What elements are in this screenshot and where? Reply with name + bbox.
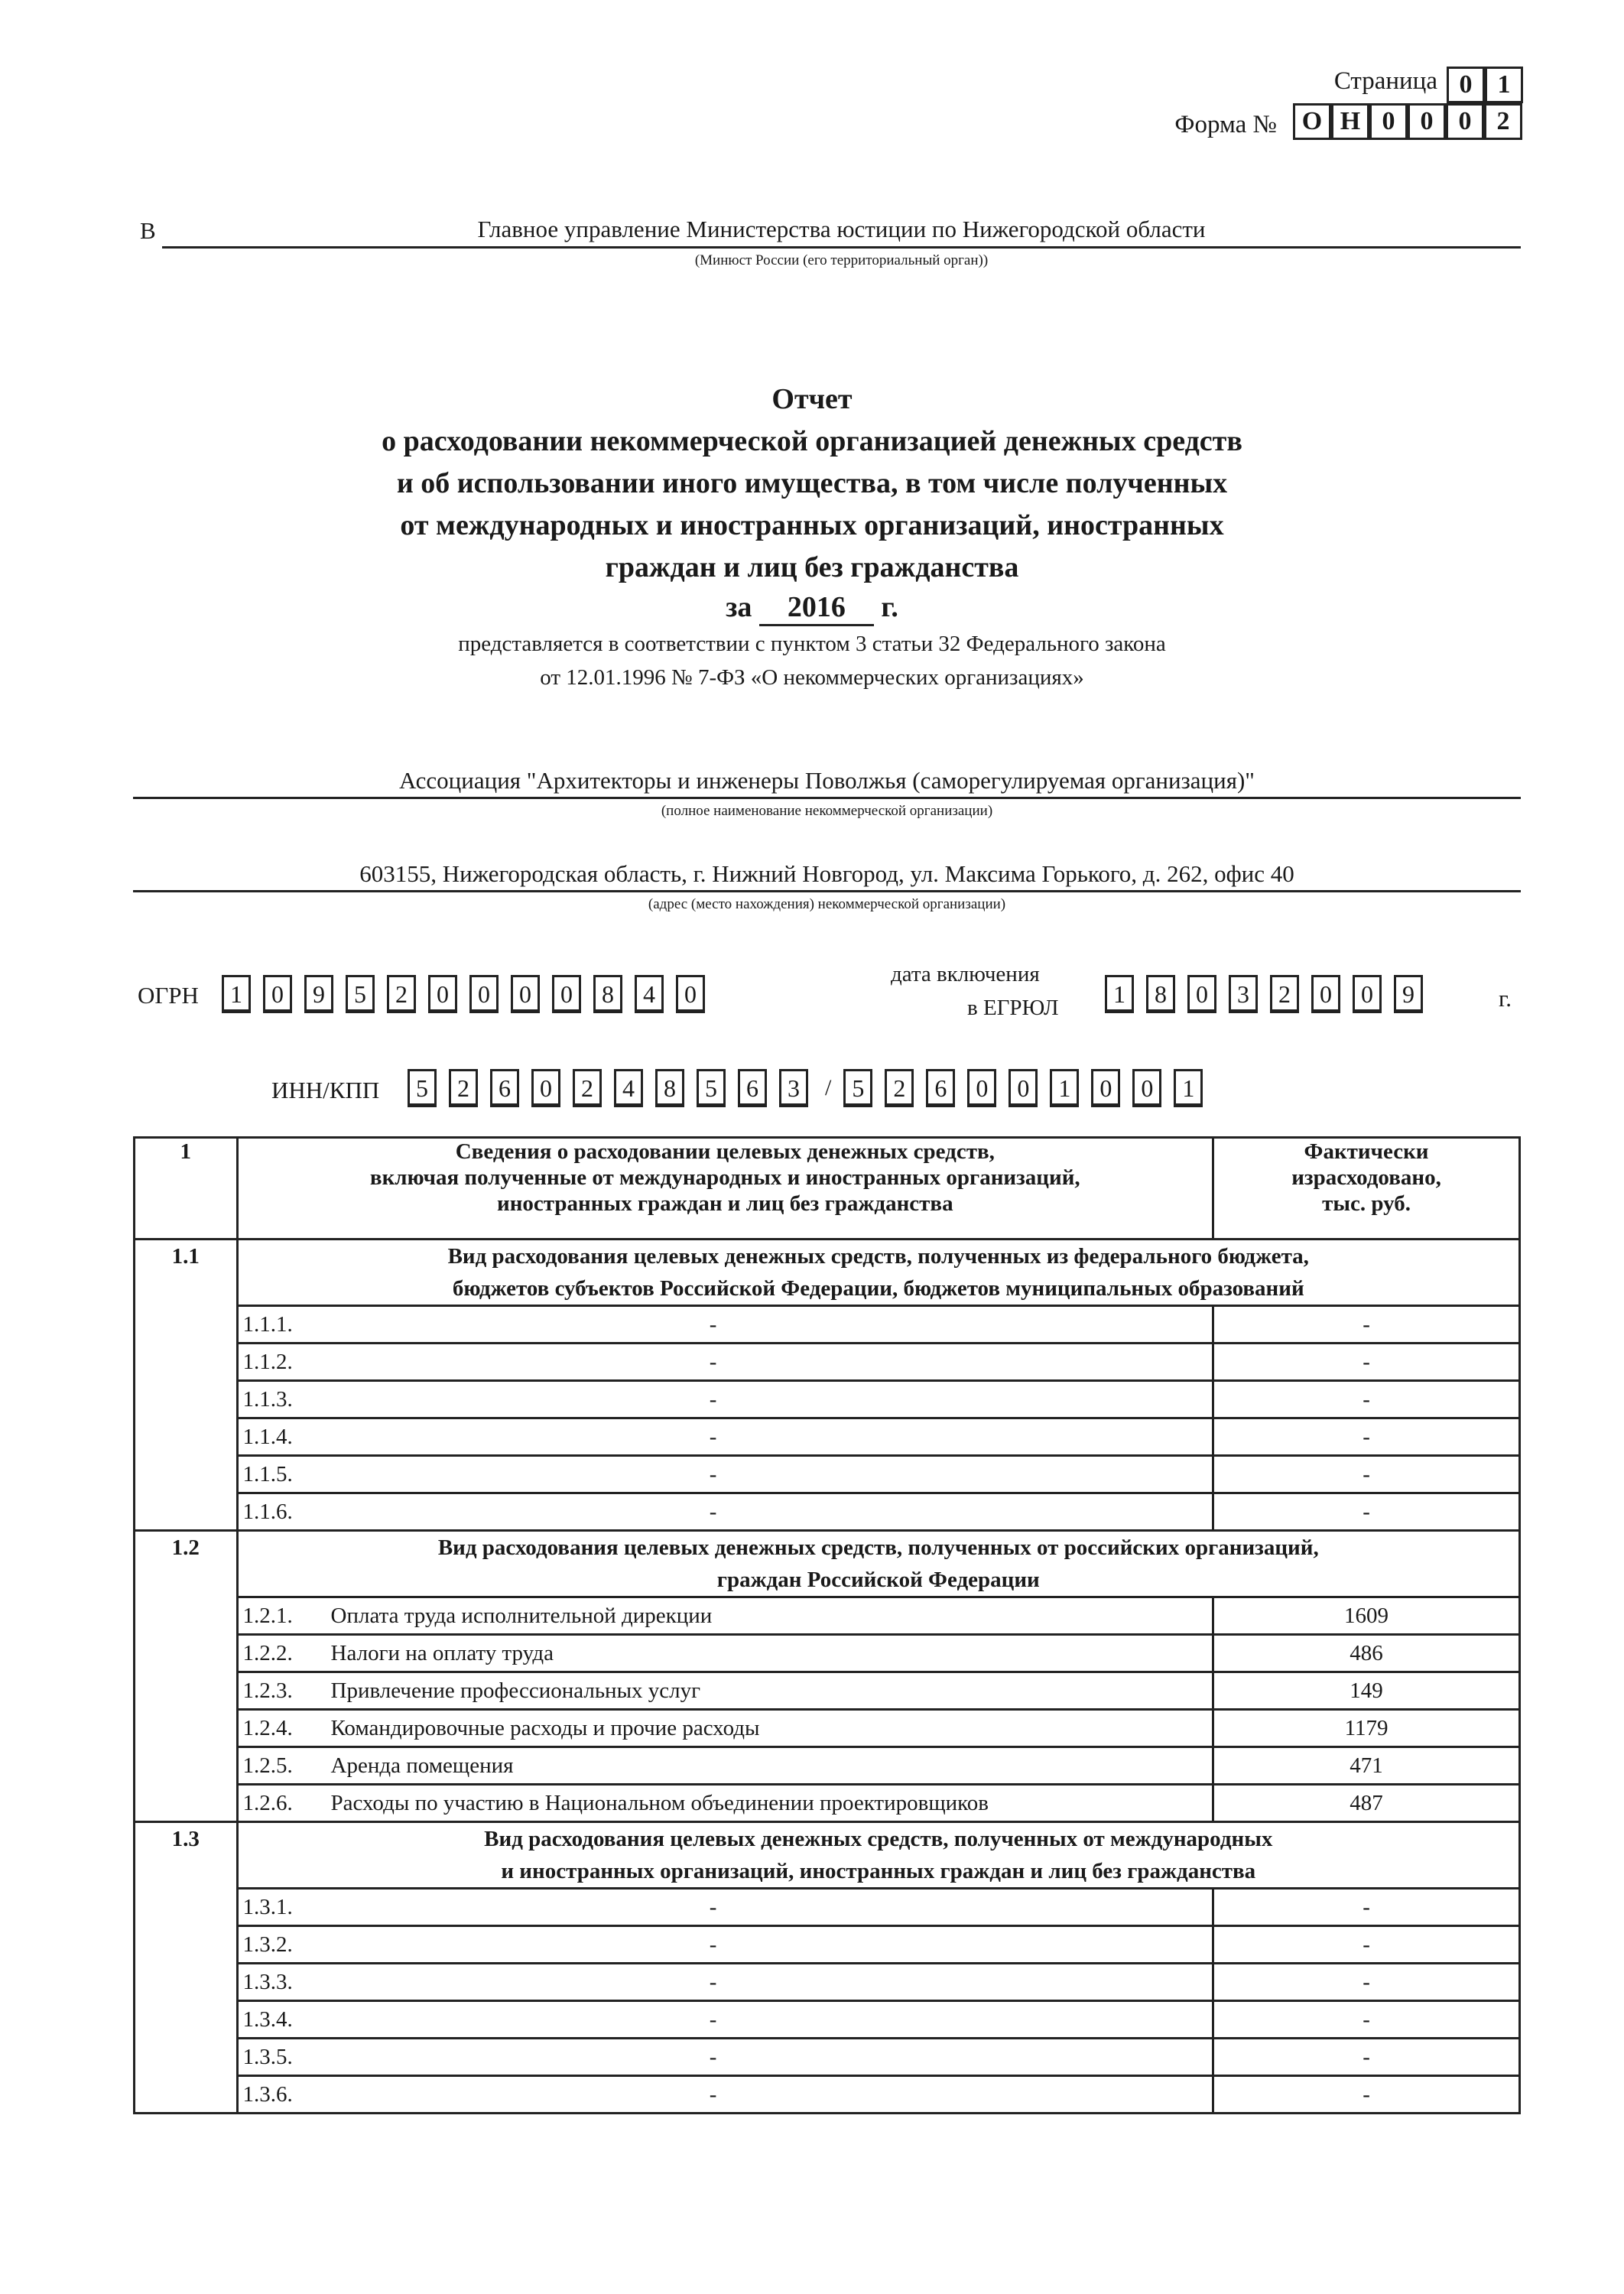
item-desc-cell: [237, 1344, 1213, 1381]
item-desc-cell: [237, 1418, 1213, 1456]
page-number-boxes: [1447, 67, 1523, 103]
item-value: -: [1213, 1344, 1520, 1381]
item-desc-cell: [237, 2001, 1213, 2039]
egrul-date-digit: 8: [1146, 975, 1175, 1013]
item-value: -: [1213, 2039, 1520, 2076]
inn-digit: 4: [614, 1069, 643, 1107]
period-suffix: г.: [881, 591, 898, 623]
egrul-suffix: г.: [1499, 985, 1512, 1012]
ogrn-digit: 4: [635, 975, 664, 1013]
item-number: 1.1.2.: [242, 1350, 293, 1374]
item-desc-cell: [237, 1635, 1213, 1672]
ogrn-boxes: [222, 975, 717, 1013]
item-desc-cell: [237, 1597, 1213, 1635]
inn-digit: 3: [779, 1069, 808, 1107]
table-row: [135, 1456, 1520, 1493]
table-row: [135, 1926, 1520, 1964]
item-desc-cell: [237, 1306, 1213, 1344]
item-value: 471: [1213, 1747, 1520, 1785]
form-digit: 0: [1369, 103, 1408, 140]
divider: [133, 797, 1521, 799]
title-line: от международных и иностранных организаций, иностранных: [400, 509, 1224, 541]
item-desc-cell: [237, 1381, 1213, 1418]
item-value: 149: [1213, 1672, 1520, 1710]
item-number: 1.3.1.: [242, 1895, 293, 1919]
ogrn-digit: 0: [676, 975, 705, 1013]
table-row: [135, 1493, 1520, 1531]
ogrn-label: ОГРН: [138, 982, 199, 1009]
table-row: [135, 2001, 1520, 2039]
kpp-digit: 1: [1174, 1069, 1203, 1107]
item-number: 1.1.1.: [242, 1312, 293, 1337]
table-row: [135, 1306, 1520, 1344]
item-description: -: [709, 2007, 717, 2032]
basis-line: от 12.01.1996 № 7-ФЗ «О некоммерческих организациях»: [540, 665, 1084, 690]
title-line: граждан и лиц без гражданства: [605, 551, 1019, 583]
item-number: 1.2.4.: [242, 1716, 293, 1740]
egrul-date-digit: 3: [1229, 975, 1258, 1013]
section-title: Вид расходования целевых денежных средств, полученных от международных и иностранных организаций, иностранных граждан и лиц без гражданства: [237, 1822, 1519, 1889]
egrul-date-digit: 0: [1311, 975, 1340, 1013]
ogrn-digit: 2: [387, 975, 416, 1013]
ogrn-digit: 5: [346, 975, 375, 1013]
ogrn-digit: 0: [428, 975, 457, 1013]
inn-kpp-label: ИНН/КПП: [271, 1077, 380, 1103]
table-row: [135, 1418, 1520, 1456]
item-number: 1.2.6.: [242, 1791, 293, 1815]
form-digit: 0: [1446, 103, 1484, 140]
egrul-date-digit: 0: [1187, 975, 1216, 1013]
item-value: -: [1213, 1381, 1520, 1418]
item-desc-cell: [237, 1926, 1213, 1964]
table-row: [135, 2076, 1520, 2114]
inn-digit: 2: [573, 1069, 602, 1107]
slash-separator: /: [825, 1075, 832, 1100]
ogrn-digit: 1: [222, 975, 251, 1013]
title-line: о расходовании некоммерческой организацией денежных средств: [382, 425, 1242, 457]
section-number: 1.2: [135, 1531, 238, 1822]
egrul-date-digit: 1: [1105, 975, 1134, 1013]
table-row: [135, 1747, 1520, 1785]
address-caption: (адрес (место нахождения) некоммерческой организации): [648, 896, 1006, 912]
section-row: [135, 1531, 1520, 1597]
item-value: -: [1213, 1964, 1520, 2001]
form-digit: О: [1293, 103, 1331, 140]
report-year: 2016: [759, 590, 874, 626]
item-desc-cell: [237, 2076, 1213, 2114]
recipient: Главное управление Министерства юстиции по Нижегородской области: [477, 216, 1206, 242]
item-desc-cell: [237, 1747, 1213, 1785]
inn-digit: 5: [408, 1069, 437, 1107]
divider: [133, 890, 1521, 892]
table-row: [135, 1710, 1520, 1747]
table-row: [135, 1672, 1520, 1710]
table-row: [135, 1635, 1520, 1672]
item-number: 1.2.2.: [242, 1641, 293, 1665]
item-desc-cell: [237, 1785, 1213, 1822]
report-title: Отчет: [771, 383, 853, 415]
section-row: [135, 1822, 1520, 1889]
form-digit: Н: [1331, 103, 1369, 140]
basis-line: представляется в соответствии с пунктом 3 статьи 32 Федерального закона: [458, 632, 1166, 656]
section-row: [135, 1240, 1520, 1306]
item-value: -: [1213, 2076, 1520, 2114]
item-description: -: [709, 1425, 717, 1449]
item-desc-cell: [237, 1964, 1213, 2001]
title-line: и об использовании иного имущества, в том числе полученных: [396, 467, 1228, 499]
kpp-digit: 6: [926, 1069, 955, 1107]
item-description: Расходы по участию в Национальном объединении проектировщиков: [330, 1791, 989, 1815]
section-number: 1.1: [135, 1240, 238, 1531]
inn-digit: 5: [697, 1069, 726, 1107]
kpp-digit: 1: [1050, 1069, 1079, 1107]
page-digit: 1: [1485, 67, 1523, 103]
form-number-boxes: [1293, 103, 1522, 140]
item-value: 487: [1213, 1785, 1520, 1822]
expenses-table: [133, 1136, 1521, 2114]
inn-digit: 8: [655, 1069, 684, 1107]
item-number: 1.3.4.: [242, 2007, 293, 2032]
inn-digit: 6: [490, 1069, 519, 1107]
item-description: Налоги на оплату труда: [330, 1641, 554, 1665]
section-title: Вид расходования целевых денежных средств, полученных от российских организаций, граждан Российской Федерации: [237, 1531, 1519, 1597]
table-row: [135, 1785, 1520, 1822]
egrul-date-digit: 2: [1270, 975, 1299, 1013]
inn-digit: 2: [449, 1069, 478, 1107]
item-desc-cell: [237, 2039, 1213, 2076]
header-value: Фактически израсходовано, тыс. руб.: [1213, 1138, 1520, 1240]
table-row: [135, 1964, 1520, 2001]
item-number: 1.2.5.: [242, 1753, 293, 1778]
form-digit: 0: [1408, 103, 1446, 140]
item-number: 1.1.4.: [242, 1425, 293, 1449]
ogrn-digit: 8: [593, 975, 622, 1013]
item-desc-cell: [237, 1493, 1213, 1531]
header-desc: Сведения о расходовании целевых денежных средств, включая полученные от международных и иностранных организаций, иностранных граждан и лиц без гражданства: [237, 1138, 1213, 1240]
item-value: -: [1213, 1306, 1520, 1344]
form-label: Форма №: [1174, 111, 1277, 138]
egrul-label: в ЕГРЮЛ: [967, 996, 1059, 1020]
table-row: [135, 1381, 1520, 1418]
ogrn-digit: 0: [552, 975, 581, 1013]
page-digit: 0: [1447, 67, 1485, 103]
egrul-date-digit: 0: [1353, 975, 1382, 1013]
inn-digit: 0: [531, 1069, 560, 1107]
item-description: -: [709, 1500, 717, 1524]
item-value: 1609: [1213, 1597, 1520, 1635]
ogrn-digit: 0: [511, 975, 540, 1013]
ogrn-digit: 9: [304, 975, 333, 1013]
to-prefix: В: [140, 217, 156, 244]
egrul-label: дата включения: [891, 962, 1040, 986]
item-number: 1.1.5.: [242, 1462, 293, 1487]
item-description: -: [709, 2045, 717, 2069]
org-name: Ассоциация "Архитекторы и инженеры Поволжья (саморегулируемая организация)": [399, 767, 1255, 794]
address: 603155, Нижегородская область, г. Нижний Новгород, ул. Максима Горького, д. 262, офис 40: [359, 860, 1294, 887]
inn-digit: 6: [738, 1069, 767, 1107]
item-description: -: [709, 1462, 717, 1487]
section-title: Вид расходования целевых денежных средств, полученных из федерального бюджета, бюджетов субъектов Российской Федерации, бюджетов муниципальных образований: [237, 1240, 1519, 1306]
item-value: 486: [1213, 1635, 1520, 1672]
item-value: -: [1213, 1889, 1520, 1926]
period-prefix: за: [726, 591, 752, 623]
item-value: -: [1213, 1926, 1520, 1964]
item-description: -: [709, 1350, 717, 1374]
item-desc-cell: [237, 1672, 1213, 1710]
form-digit: 2: [1484, 103, 1522, 140]
item-description: -: [709, 1312, 717, 1337]
item-description: -: [709, 1895, 717, 1919]
item-number: 1.3.3.: [242, 1970, 293, 1994]
item-desc-cell: [237, 1710, 1213, 1747]
item-number: 1.1.3.: [242, 1387, 293, 1412]
item-description: Аренда помещения: [330, 1753, 514, 1778]
recipient-caption: (Минюст России (его территориальный орган)): [694, 252, 989, 268]
item-number: 1.3.2.: [242, 1932, 293, 1957]
kpp-digit: 2: [885, 1069, 914, 1107]
table-row: [135, 2039, 1520, 2076]
item-description: Командировочные расходы и прочие расходы: [330, 1716, 760, 1740]
item-description: Привлечение профессиональных услуг: [330, 1678, 701, 1703]
table-row: [135, 1597, 1520, 1635]
table-row: [135, 1889, 1520, 1926]
item-description: -: [709, 2082, 717, 2107]
item-number: 1.3.6.: [242, 2082, 293, 2107]
item-description: -: [709, 1970, 717, 1994]
item-description: Оплата труда исполнительной дирекции: [330, 1604, 713, 1628]
kpp-digit: 0: [1091, 1069, 1120, 1107]
kpp-digit: 0: [967, 1069, 996, 1107]
item-value: 1179: [1213, 1710, 1520, 1747]
item-number: 1.2.1.: [242, 1604, 293, 1628]
egrul-date-boxes: [1105, 975, 1435, 1013]
item-number: 1.3.5.: [242, 2045, 293, 2069]
item-desc-cell: [237, 1456, 1213, 1493]
org-caption: (полное наименование некоммерческой организации): [661, 803, 993, 819]
ogrn-digit: 0: [469, 975, 499, 1013]
egrul-date-digit: 9: [1394, 975, 1423, 1013]
kpp-digit: 0: [1132, 1069, 1161, 1107]
item-desc-cell: [237, 1889, 1213, 1926]
item-value: -: [1213, 2001, 1520, 2039]
item-description: -: [709, 1932, 717, 1957]
header-num: 1: [135, 1138, 238, 1240]
item-value: -: [1213, 1418, 1520, 1456]
kpp-digit: 0: [1009, 1069, 1038, 1107]
item-number: 1.2.3.: [242, 1678, 293, 1703]
item-value: -: [1213, 1456, 1520, 1493]
ogrn-digit: 0: [263, 975, 292, 1013]
kpp-digit: 5: [843, 1069, 872, 1107]
divider: [162, 246, 1521, 249]
page-label: Страница: [1333, 67, 1437, 95]
section-number: 1.3: [135, 1822, 238, 2114]
item-value: -: [1213, 1493, 1520, 1531]
table-row: [135, 1344, 1520, 1381]
inn-kpp-boxes: [408, 1069, 1215, 1107]
item-description: -: [709, 1387, 717, 1412]
item-number: 1.1.6.: [242, 1500, 293, 1524]
report-period: [0, 590, 1624, 626]
table-header-row: [135, 1138, 1520, 1240]
